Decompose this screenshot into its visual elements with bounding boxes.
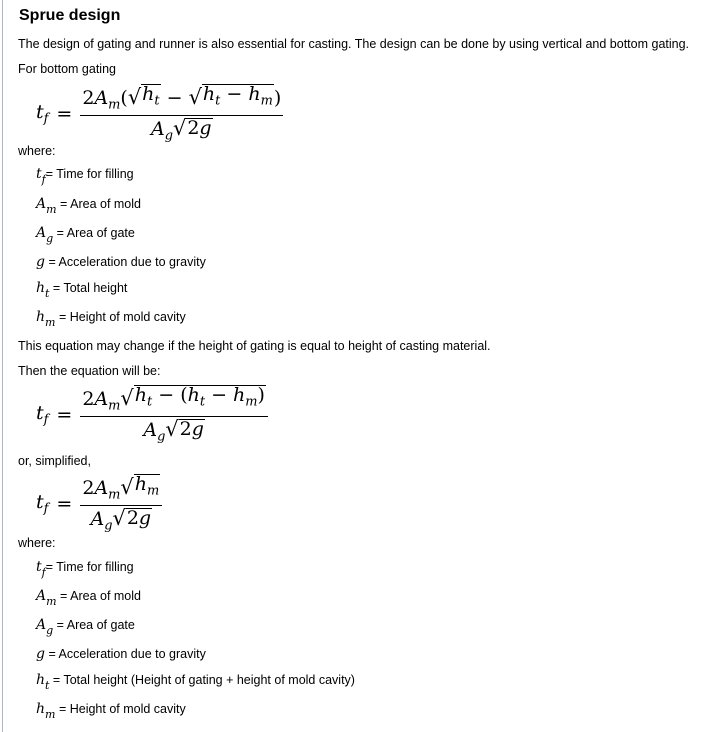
bottom-gating-label: For bottom gating (18, 62, 116, 76)
definition-ht: ht = Total height (36, 280, 128, 300)
definition-ag: Ag = Area of gate (36, 225, 135, 245)
simplified-label: or, simplified, (18, 454, 91, 468)
definition-hm: hm = Height of mold cavity (36, 701, 186, 721)
left-border (2, 0, 3, 732)
definition-g: g = Acceleration due to gravity (36, 254, 206, 270)
equation-simplified: $t_f$ = $2A_m$ √ $h_m$ $A_g$ √ 2g (36, 474, 162, 533)
definition-g: g = Acceleration due to gravity (36, 646, 206, 662)
equation-bottom-gating: $t_f$ = $2A_m$( √ $h_t$ − √ $h_t - h_m$ ) $A_g$ √ 2g (36, 83, 282, 144)
where-label-2: where: (18, 536, 56, 550)
definition-ag: Ag = Area of gate (36, 617, 135, 637)
intro-paragraph: The design of gating and runner is also essential for casting. The design can be done by using vertical and bottom gating. (18, 37, 690, 51)
definition-ht: ht = Total height (Height of gating + height of mold cavity) (36, 672, 355, 692)
where-label-1: where: (18, 144, 56, 158)
definition-am: Am = Area of mold (36, 196, 141, 216)
definition-tf: tf= Time for filling (36, 559, 134, 579)
section-title: Sprue design (19, 7, 121, 24)
definition-hm: hm = Height of mold cavity (36, 309, 186, 329)
definition-tf: tf= Time for filling (36, 166, 134, 186)
definition-am: Am = Area of mold (36, 588, 141, 608)
change-note: This equation may change if the height of gating is equal to height of casting material. (18, 339, 491, 353)
equation-equal-height: $t_f$ = $2A_m$ √ $h_t - (h_t - h_m)$ $A_g$ √ 2g (36, 385, 268, 444)
then-label: Then the equation will be: (18, 364, 161, 378)
